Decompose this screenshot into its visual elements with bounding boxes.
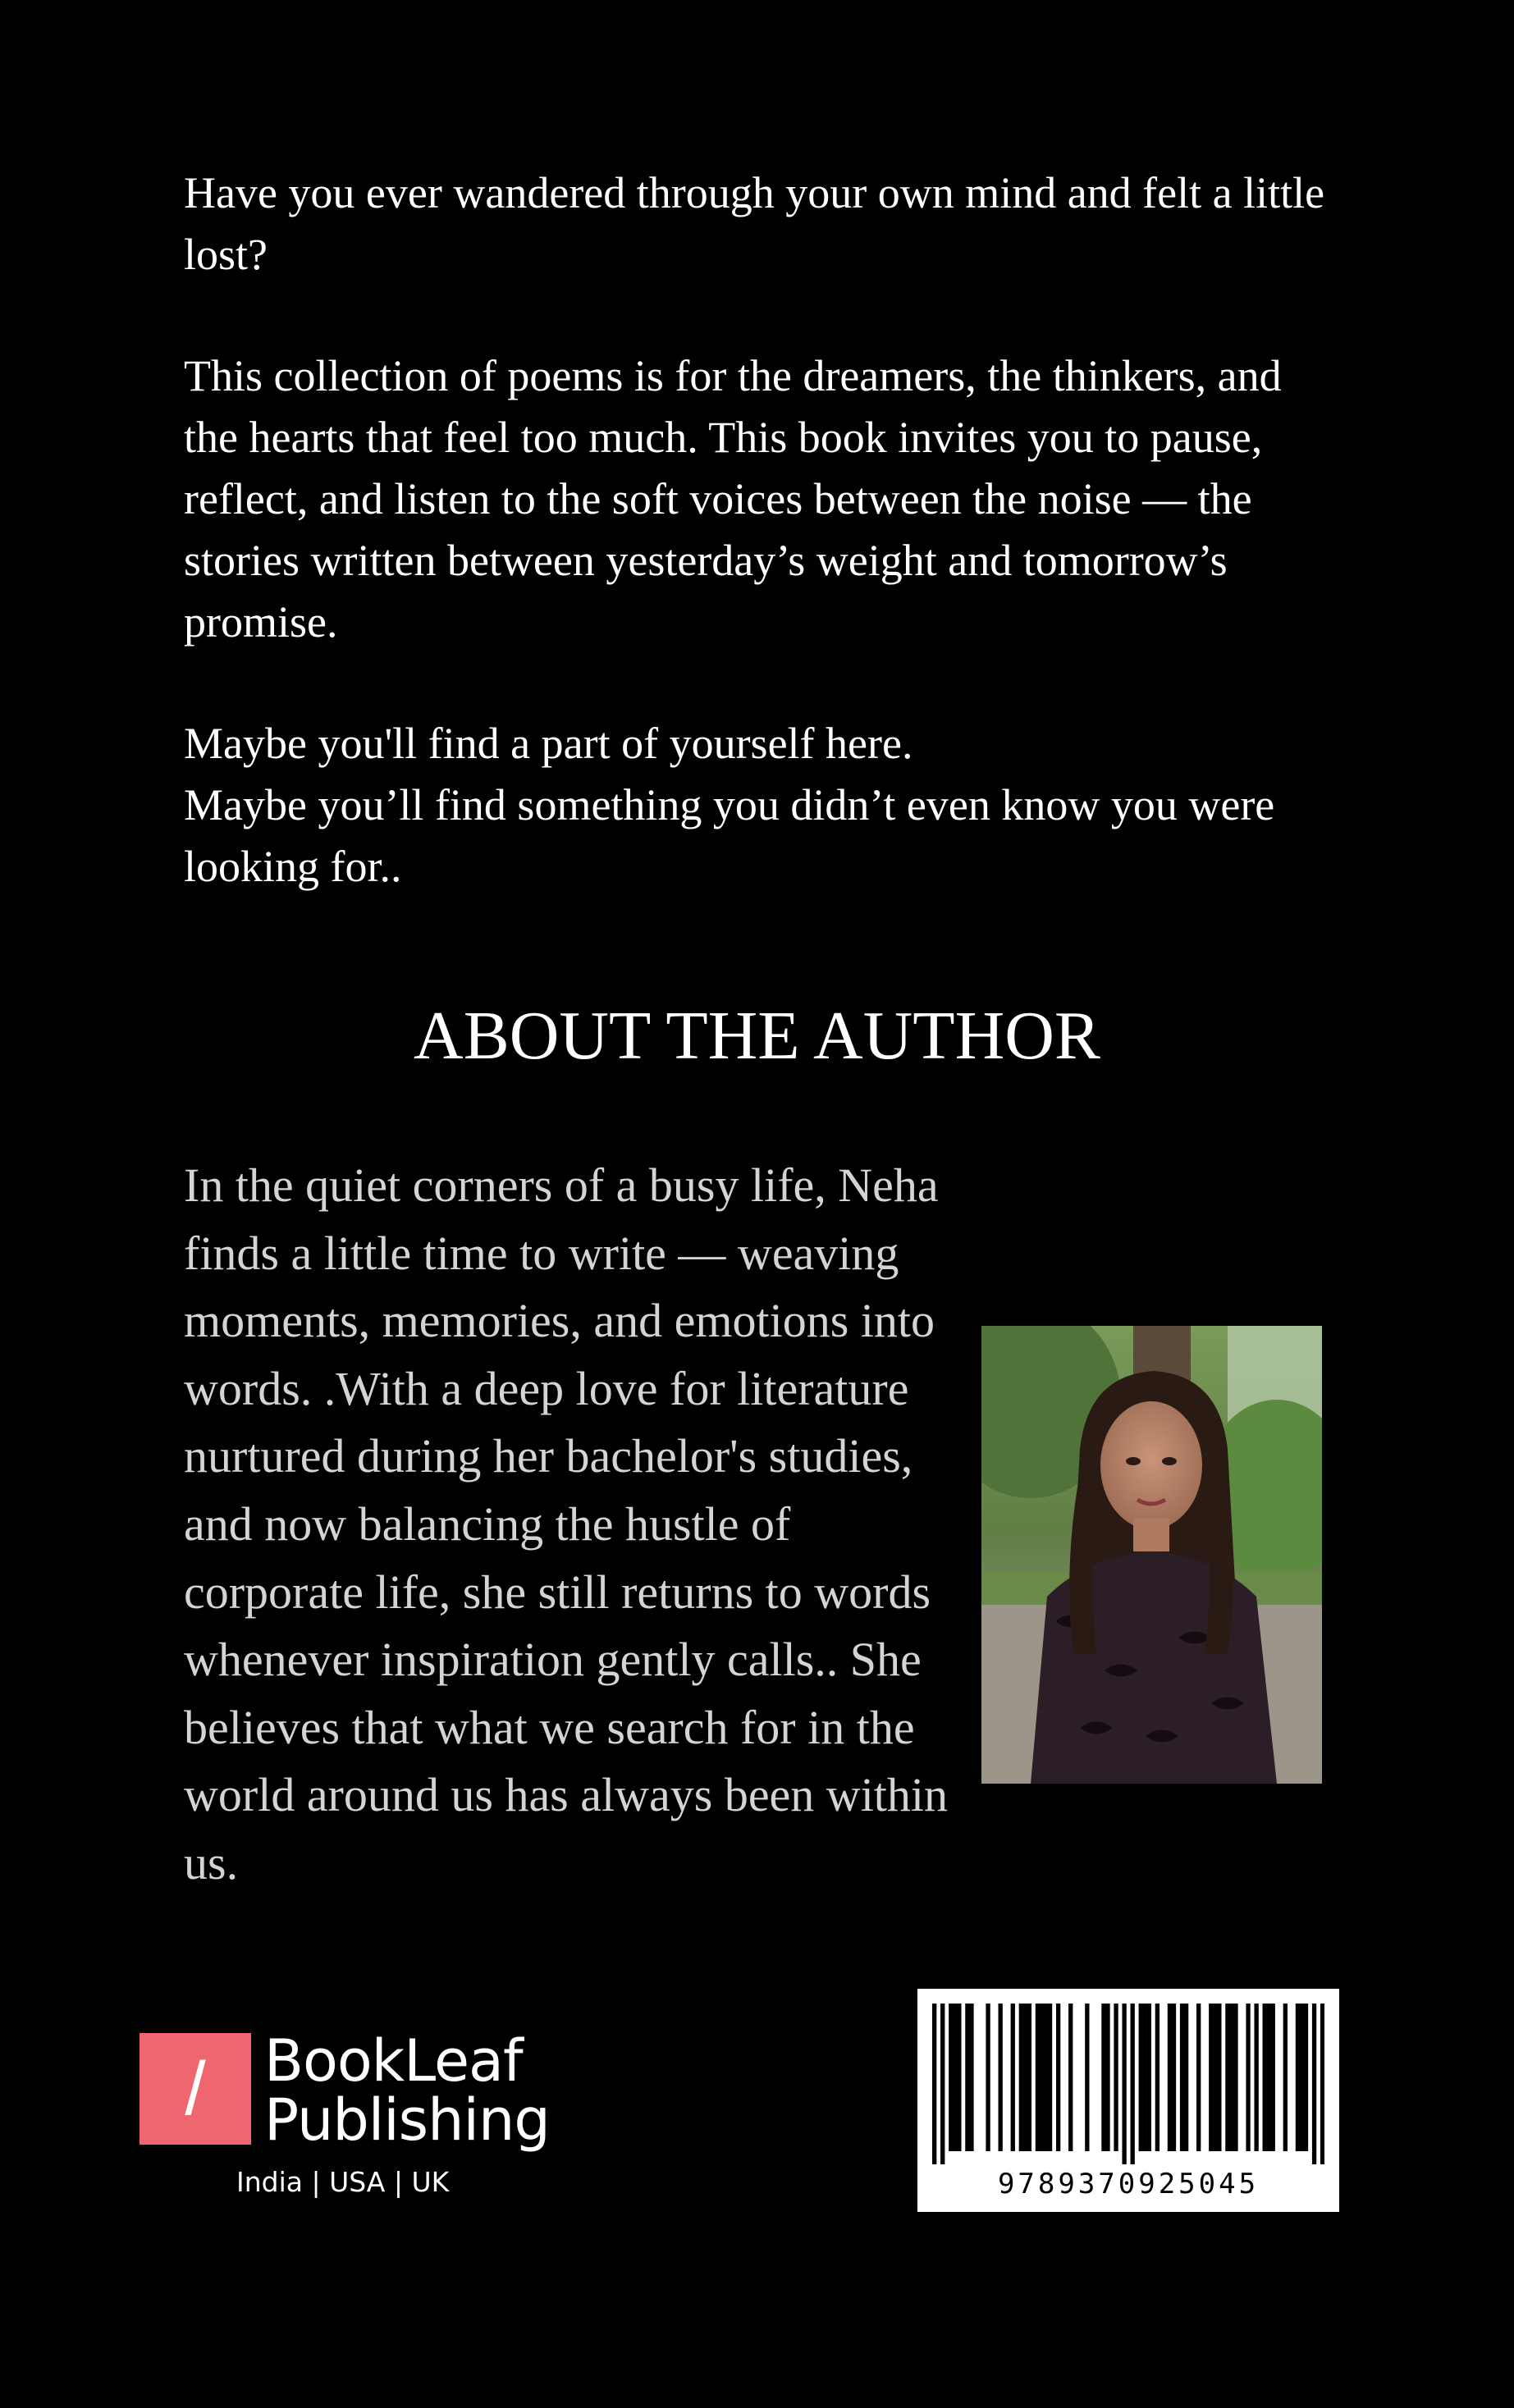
barcode-bar xyxy=(1143,2004,1147,2151)
barcode-bar xyxy=(1027,2004,1031,2151)
blurb-paragraph-2: This collection of poems is for the dreamers, the thinkers, and the hearts that feel too much. This book invites you to pause, reflect, and listen to the soft voices between the noise — the stories written between yesterday’s weight and tomorrow’s promise. xyxy=(184,351,1282,647)
author-bio: In the quiet corners of a busy life, Neha finds a little time to write — weaving moments, memories, and emotions into words. .With a deep love for literature nurtured during her bachelor's studies, and now balancing the hustle of corporate life, she still returns to words whenever inspiration gently calls.. She believes that what we search for in the world around us has always been within us. xyxy=(184,1158,949,1889)
blurb-paragraph-1: Have you ever wandered through your own mind and felt a little lost? xyxy=(184,168,1325,279)
barcode-bar xyxy=(986,2004,990,2151)
barcode-bar xyxy=(1312,2004,1316,2164)
barcode-bar xyxy=(1180,2004,1184,2151)
barcode-bar xyxy=(1168,2004,1172,2151)
author-photo xyxy=(981,1326,1322,1784)
barcode-bar xyxy=(1122,2004,1126,2164)
barcode-bar xyxy=(969,2004,973,2151)
isbn-number: 9789370925045 xyxy=(997,2168,1260,2200)
barcode-bar xyxy=(1114,2004,1118,2151)
barcode-bar xyxy=(1036,2004,1040,2151)
publisher-regions: India | USA | UK xyxy=(236,2166,450,2198)
barcode-bar xyxy=(1300,2004,1304,2151)
barcode-bar xyxy=(1085,2004,1089,2151)
barcode-bars xyxy=(932,2004,1324,2164)
blurb-paragraph-3 xyxy=(184,713,1333,898)
publisher-name-line-2: Publishing xyxy=(264,2086,550,2154)
barcode-bar xyxy=(1023,2004,1027,2151)
about-the-author-heading: ABOUT THE AUTHOR xyxy=(414,998,1100,1074)
barcode-bar xyxy=(1019,2004,1023,2151)
barcode-bar xyxy=(1225,2004,1229,2151)
barcode-bar xyxy=(1139,2004,1143,2151)
bookleaf-publishing-logo xyxy=(140,2027,566,2214)
barcode-bar xyxy=(1209,2004,1213,2151)
barcode-bar xyxy=(999,2004,1003,2151)
barcode-bar xyxy=(1320,2004,1324,2164)
barcode-bar xyxy=(965,2004,969,2151)
barcode-bar xyxy=(1184,2004,1188,2151)
barcode-bar xyxy=(1147,2004,1151,2151)
barcode-bar xyxy=(1296,2004,1300,2151)
barcode-bar xyxy=(932,2004,936,2164)
barcode-bar xyxy=(957,2004,961,2151)
barcode-bar xyxy=(1233,2004,1237,2151)
barcode-bar xyxy=(1172,2004,1176,2151)
barcode-bar xyxy=(1101,2004,1105,2151)
logo-slash-mark: / xyxy=(185,2047,206,2131)
barcode-bar xyxy=(940,2004,945,2164)
isbn-barcode xyxy=(917,1989,1339,2212)
blurb-paragraph-3-line-1: Maybe you'll find a part of yourself here. xyxy=(184,719,913,768)
barcode-bar xyxy=(1196,2004,1201,2151)
barcode-bar xyxy=(1267,2004,1271,2151)
back-cover-blurb xyxy=(184,162,1333,898)
barcode-bar xyxy=(1246,2004,1250,2151)
barcode-bar xyxy=(1040,2004,1044,2151)
barcode-bar xyxy=(1044,2004,1048,2151)
publisher-name-line-1: BookLeaf xyxy=(264,2027,523,2095)
barcode-bar xyxy=(1271,2004,1275,2151)
barcode-bar xyxy=(1304,2004,1308,2151)
barcode-bar xyxy=(1011,2004,1015,2151)
barcode-bar xyxy=(1263,2004,1267,2151)
barcode-bar xyxy=(1254,2004,1258,2151)
barcode-bar xyxy=(1105,2004,1109,2151)
barcode-bar xyxy=(1131,2004,1135,2164)
barcode-bar xyxy=(1217,2004,1221,2151)
barcode-bar xyxy=(1068,2004,1073,2151)
barcode-bar xyxy=(949,2004,953,2151)
barcode-bar xyxy=(1056,2004,1060,2151)
barcode-bar xyxy=(953,2004,957,2151)
barcode-bar xyxy=(1048,2004,1052,2151)
barcode-bar xyxy=(1283,2004,1288,2151)
barcode-bar xyxy=(1155,2004,1160,2151)
blurb-paragraph-3-line-2: Maybe you’ll find something you didn’t even know you were looking for.. xyxy=(184,780,1275,891)
barcode-bar xyxy=(1229,2004,1233,2151)
barcode-bar xyxy=(1213,2004,1217,2151)
